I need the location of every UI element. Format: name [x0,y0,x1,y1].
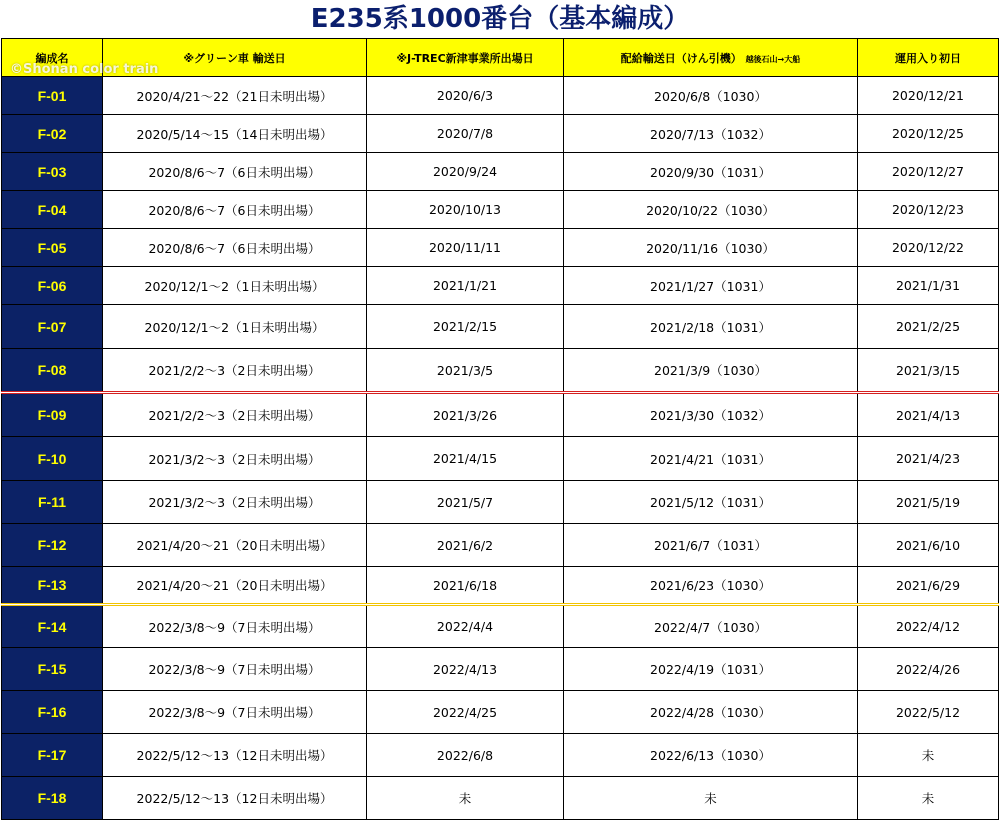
table-row [2,153,999,191]
formation-id-cell: F-17 [2,734,103,777]
jtrec-date-cell: 2022/4/4 [367,605,564,648]
green-car-date-cell: 2021/2/2～3（2日未明出場） [103,349,367,393]
table-row [2,267,999,305]
table-row [2,605,999,648]
table-row [2,229,999,267]
table-row [2,305,999,349]
service-start-cell: 2021/6/29 [858,567,999,605]
service-start-cell: 2022/5/12 [858,691,999,734]
service-start-cell: 2021/1/31 [858,267,999,305]
table-body [2,77,999,820]
jtrec-date-cell: 2022/4/13 [367,648,564,691]
table-row [2,481,999,524]
haikyu-date-cell: 2021/6/7（1031） [564,524,858,567]
jtrec-date-cell: 2020/7/8 [367,115,564,153]
haikyu-date-cell: 2020/6/8（1030） [564,77,858,115]
formation-id-cell: F-13 [2,567,103,605]
service-start-cell: 未 [858,734,999,777]
table-row [2,393,999,437]
service-start-cell: 2021/2/25 [858,305,999,349]
green-car-date-cell: 2020/12/1～2（1日未明出場） [103,305,367,349]
formation-id-cell: F-08 [2,349,103,393]
jtrec-date-cell: 2021/4/15 [367,437,564,481]
service-start-cell: 2021/4/13 [858,393,999,437]
table-row [2,524,999,567]
green-car-date-cell: 2021/2/2～3（2日未明出場） [103,393,367,437]
table-row [2,115,999,153]
formation-id-cell: F-03 [2,153,103,191]
haikyu-date-cell: 2020/10/22（1030） [564,191,858,229]
watermark: ©Shonan color train [10,62,159,77]
jtrec-date-cell: 2022/6/8 [367,734,564,777]
header-row [2,39,999,77]
jtrec-date-cell: 2021/6/2 [367,524,564,567]
green-car-date-cell: 2020/8/6～7（6日未明出場） [103,229,367,267]
haikyu-date-cell: 2020/7/13（1032） [564,115,858,153]
jtrec-date-cell: 2020/10/13 [367,191,564,229]
service-start-cell: 2021/4/23 [858,437,999,481]
haikyu-date-cell: 2022/4/7（1030） [564,605,858,648]
jtrec-date-cell: 2020/11/11 [367,229,564,267]
header-formation: 編成名 [2,39,103,77]
haikyu-date-cell: 2021/4/21（1031） [564,437,858,481]
haikyu-date-cell: 未 [564,777,858,820]
service-start-cell: 2020/12/25 [858,115,999,153]
service-start-cell: 2020/12/23 [858,191,999,229]
green-car-date-cell: 2021/3/2～3（2日未明出場） [103,437,367,481]
formation-id-cell: F-07 [2,305,103,349]
table-row [2,437,999,481]
green-car-date-cell: 2022/3/8～9（7日未明出場） [103,691,367,734]
service-start-cell: 2020/12/21 [858,77,999,115]
header-service: 運用入り初日 [858,39,999,77]
table-row [2,648,999,691]
service-start-cell: 未 [858,777,999,820]
service-start-cell: 2021/6/10 [858,524,999,567]
formation-id-cell: F-11 [2,481,103,524]
formation-id-cell: F-01 [2,77,103,115]
green-car-date-cell: 2020/4/21～22（21日未明出場） [103,77,367,115]
header-haikyu-label: 配給輸送日（けん引機） [620,51,742,65]
green-car-date-cell: 2022/3/8～9（7日未明出場） [103,648,367,691]
green-car-date-cell: 2021/3/2～3（2日未明出場） [103,481,367,524]
haikyu-date-cell: 2022/6/13（1030） [564,734,858,777]
jtrec-date-cell: 2021/6/18 [367,567,564,605]
green-car-date-cell: 2021/4/20～21（20日未明出場） [103,567,367,605]
table-row [2,777,999,820]
table-row [2,191,999,229]
jtrec-date-cell: 2021/2/15 [367,305,564,349]
haikyu-date-cell: 2020/11/16（1030） [564,229,858,267]
header-haikyu-route: 越後石山→大船 [745,54,801,64]
jtrec-date-cell: 2021/3/26 [367,393,564,437]
service-start-cell: 2020/12/27 [858,153,999,191]
haikyu-date-cell: 2021/1/27（1031） [564,267,858,305]
formation-id-cell: F-10 [2,437,103,481]
formation-id-cell: F-02 [2,115,103,153]
haikyu-date-cell: 2021/6/23（1030） [564,567,858,605]
green-car-date-cell: 2020/8/6～7（6日未明出場） [103,153,367,191]
jtrec-date-cell: 2022/4/25 [367,691,564,734]
formation-id-cell: F-05 [2,229,103,267]
formation-id-cell: F-15 [2,648,103,691]
jtrec-date-cell: 2020/9/24 [367,153,564,191]
header-haikyu [564,39,858,77]
service-start-cell: 2020/12/22 [858,229,999,267]
formation-table [1,38,999,820]
header-jtrec: ※J-TREC新津事業所出場日 [367,39,564,77]
formation-id-cell: F-09 [2,393,103,437]
jtrec-date-cell: 2021/1/21 [367,267,564,305]
green-car-date-cell: 2022/5/12～13（12日未明出場） [103,734,367,777]
table-row [2,77,999,115]
service-start-cell: 2022/4/12 [858,605,999,648]
green-car-date-cell: 2020/8/6～7（6日未明出場） [103,191,367,229]
green-car-date-cell: 2020/5/14～15（14日未明出場） [103,115,367,153]
formation-id-cell: F-14 [2,605,103,648]
green-car-date-cell: 2022/5/12～13（12日未明出場） [103,777,367,820]
formation-id-cell: F-16 [2,691,103,734]
green-car-date-cell: 2021/4/20～21（20日未明出場） [103,524,367,567]
jtrec-date-cell: 2020/6/3 [367,77,564,115]
formation-id-cell: F-18 [2,777,103,820]
jtrec-date-cell: 未 [367,777,564,820]
haikyu-date-cell: 2021/2/18（1031） [564,305,858,349]
table-row [2,567,999,605]
service-start-cell: 2021/5/19 [858,481,999,524]
haikyu-date-cell: 2021/3/9（1030） [564,349,858,393]
jtrec-date-cell: 2021/3/5 [367,349,564,393]
haikyu-date-cell: 2020/9/30（1031） [564,153,858,191]
table-row [2,349,999,393]
haikyu-date-cell: 2022/4/19（1031） [564,648,858,691]
haikyu-date-cell: 2021/3/30（1032） [564,393,858,437]
haikyu-date-cell: 2022/4/28（1030） [564,691,858,734]
green-car-date-cell: 2020/12/1～2（1日未明出場） [103,267,367,305]
table-row [2,734,999,777]
jtrec-date-cell: 2021/5/7 [367,481,564,524]
green-car-date-cell: 2022/3/8～9（7日未明出場） [103,605,367,648]
formation-id-cell: F-12 [2,524,103,567]
table-row [2,691,999,734]
haikyu-date-cell: 2021/5/12（1031） [564,481,858,524]
service-start-cell: 2022/4/26 [858,648,999,691]
formation-id-cell: F-04 [2,191,103,229]
formation-id-cell: F-06 [2,267,103,305]
page-title: E235系1000番台（基本編成） [310,4,690,34]
service-start-cell: 2021/3/15 [858,349,999,393]
header-green-car: ※グリーン車 輸送日 [103,39,367,77]
